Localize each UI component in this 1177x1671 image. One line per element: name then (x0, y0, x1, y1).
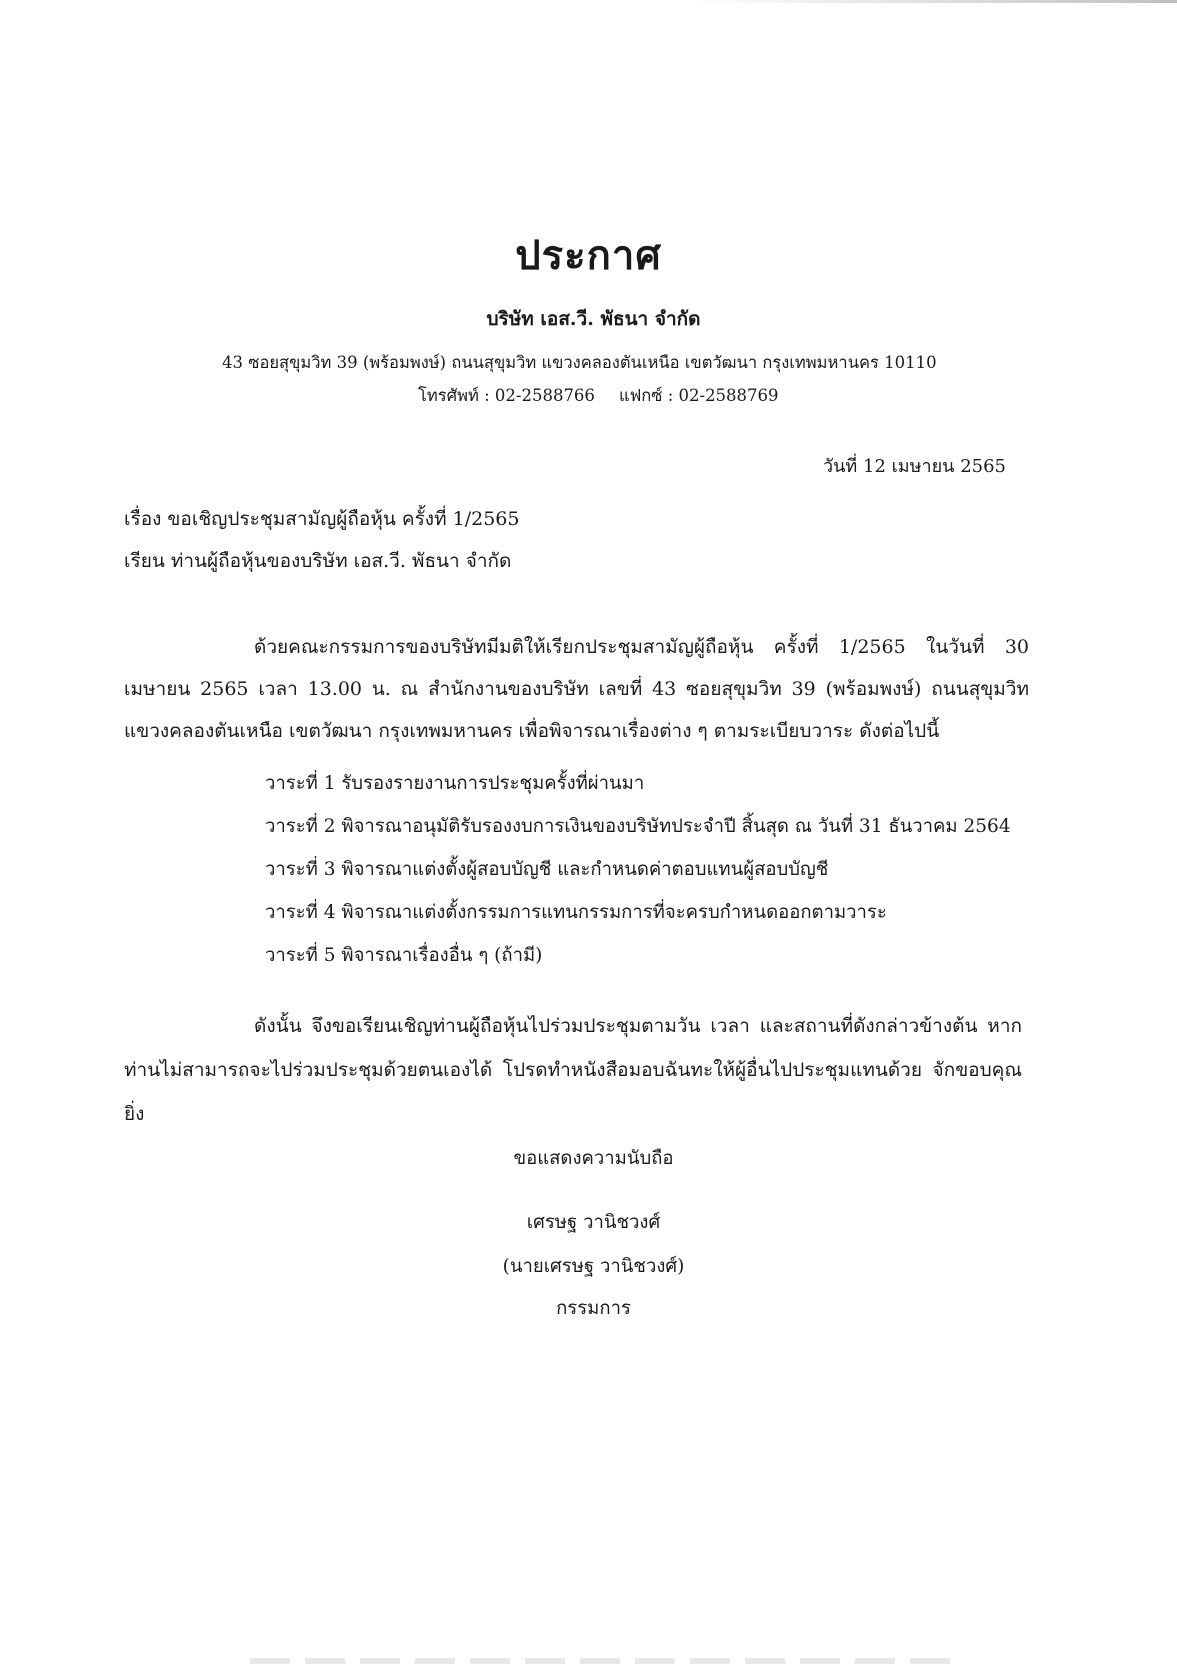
intro-paragraph: ด้วยคณะกรรมการของบริษัทมีมติให้เรียกประชุมสามัญผู้ถือหุ้น ครั้งที่ 1/2565 ในวันที่ 30 เมษายน 2565 เวลา 13.00 น. ณ สำนักงานของบริษัท เลขที่ 43 ซอยสุขุมวิท 39 (พร้อมพงษ์) ถนนสุขุมวิท แขวงคลองตันเหนือ เขตวัฒนา กรุงเทพมหานคร เพื่อพิจารณาเรื่องต่าง ๆ ตามระเบียบวาระ ดังต่อไปนี้ (124, 636, 1029, 742)
agenda-item-5: วาระที่ 5 พิจารณาเรื่องอื่น ๆ (ถ้ามี) (265, 945, 543, 966)
signatory-full-name: (นายเศรษฐ วานิชวงศ์) (502, 1256, 685, 1277)
contact-line (418, 388, 779, 405)
scan-edge-shadow (690, 0, 1177, 3)
agenda-item-4: วาระที่ 4 พิจารณาแต่งตั้งกรรมการแทนกรรมการที่จะครบกำหนดออกตามวาระ (265, 902, 887, 923)
agenda-list (265, 762, 1011, 977)
signature-name: เศรษฐ วานิชวงศ์ (526, 1212, 661, 1233)
phone-number: โทรศัพท์ : 02-2588766 (418, 386, 595, 405)
signatory-position: กรรมการ (556, 1298, 631, 1319)
company-name: บริษัท เอส.วี. พัธนา จำกัด (486, 308, 701, 330)
agenda-item-1: วาระที่ 1 รับรองรายงานการประชุมครั้งที่ผ่านมา (265, 773, 645, 794)
agenda-item-3: วาระที่ 3 พิจารณาแต่งตั้งผู้สอบบัญชี และกำหนดค่าตอบแทนผู้สอบบัญชี (265, 859, 829, 880)
subject-line: เรื่อง ขอเชิญประชุมสามัญผู้ถือหุ้น ครั้งที่ 1/2565 (124, 508, 520, 530)
document-date: วันที่ 12 เมษายน 2565 (823, 456, 1006, 477)
fax-number: แฟกซ์ : 02-2588769 (618, 386, 779, 405)
closing-regards: ขอแสดงความนับถือ (513, 1148, 674, 1169)
agenda-item-2: วาระที่ 2 พิจารณาอนุมัติรับรองงบการเงินของบริษัทประจำปี สิ้นสุด ณ วันที่ 31 ธันวาคม 2564 (265, 816, 1011, 837)
scan-artifact (250, 1658, 950, 1664)
invitation-paragraph: ดังนั้น จึงขอเรียนเชิญท่านผู้ถือหุ้นไปร่วมประชุมตามวัน เวลา และสถานที่ดังกล่าวข้างต้น หากท่านไม่สามารถจะไปร่วมประชุมด้วยตนเองได้ โปรดทำหนังสือมอบฉันทะให้ผู้อื่นไปประชุมแทนด้วย จักขอบคุณยิ่ง (124, 1015, 1022, 1125)
company-address: 43 ซอยสุขุมวิท 39 (พร้อมพงษ์) ถนนสุขุมวิท แขวงคลองตันเหนือ เขตวัฒนา กรุงเทพมหานคร 10110 (222, 353, 937, 372)
document-title: ประกาศ (515, 232, 662, 279)
addressee-line: เรียน ท่านผู้ถือหุ้นของบริษัท เอส.วี. พัธนา จำกัด (124, 550, 512, 572)
